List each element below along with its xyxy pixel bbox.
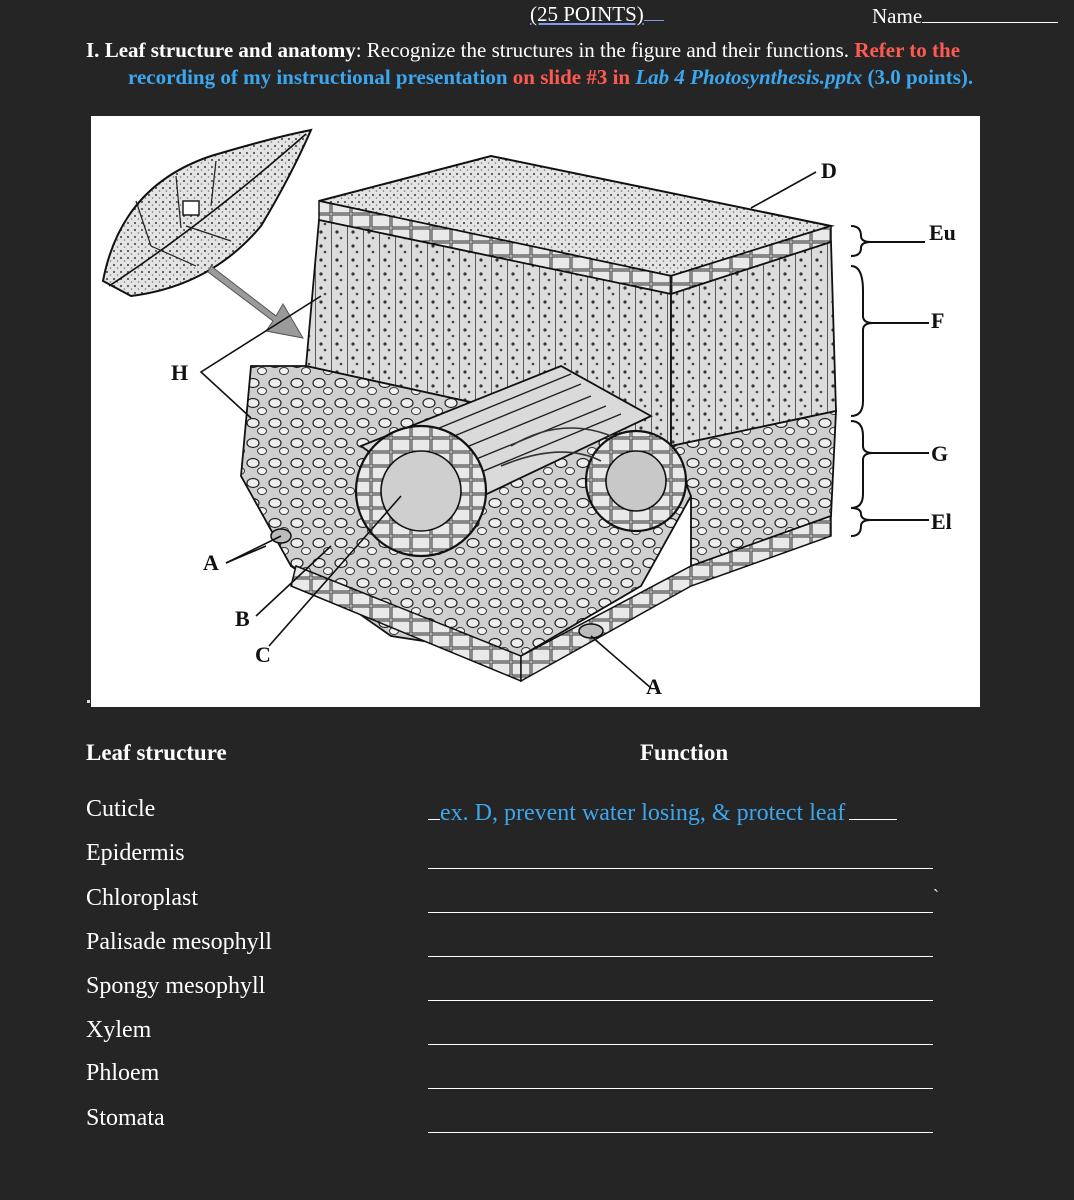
row-label-chloroplast: Chloroplast	[86, 885, 198, 911]
answer-line-epidermis[interactable]	[428, 868, 933, 869]
name-field[interactable]	[872, 2, 1058, 29]
recording-text: recording of my instructional presentation	[128, 65, 508, 89]
answer-line-phloem[interactable]	[428, 1088, 933, 1089]
label-G: G	[931, 441, 949, 466]
row-label-cuticle: Cuticle	[86, 796, 156, 822]
answer-line-xylem[interactable]	[428, 1044, 933, 1045]
label-El: El	[931, 509, 952, 534]
label-D: D	[821, 158, 837, 183]
section-number: I.	[86, 38, 100, 62]
stray-dot	[87, 700, 90, 703]
answer-line-palisade-mesophyll[interactable]	[428, 956, 933, 957]
slide-text: on slide #3 in	[507, 65, 636, 89]
refer-text: Refer to the	[854, 38, 961, 62]
answer-line-chloroplast[interactable]	[428, 912, 933, 913]
leaf-sketch	[103, 130, 311, 296]
answer-field-cuticle[interactable]	[428, 797, 897, 827]
label-H: H	[171, 360, 189, 385]
row-label-phloem: Phloem	[86, 1060, 160, 1086]
name-label: Name	[872, 4, 923, 28]
leaf-anatomy-figure	[91, 116, 980, 707]
answer-blank-trail	[849, 797, 897, 820]
label-A-bottom: A	[646, 674, 662, 699]
answer-blank-lead	[428, 797, 440, 820]
stray-tick-mark: `	[933, 886, 939, 906]
label-Eu: Eu	[929, 220, 956, 245]
label-B: B	[235, 606, 250, 631]
zoom-arrow-icon	[208, 266, 303, 338]
label-F: F	[931, 308, 945, 333]
row-label-xylem: Xylem	[86, 1017, 152, 1043]
section-heading-line2	[128, 65, 973, 90]
function-column-header: Function	[640, 740, 729, 765]
row-label-epidermis: Epidermis	[86, 840, 185, 866]
section-heading	[86, 38, 960, 63]
label-C: C	[255, 642, 271, 667]
row-label-stomata: Stomata	[86, 1105, 165, 1131]
pptx-filename: Lab 4 Photosynthesis.pptx	[635, 65, 863, 89]
layer-braces	[851, 226, 929, 536]
example-answer: ex. D, prevent water losing, & protect leaf	[440, 800, 846, 826]
structure-column-header: Leaf structure	[86, 740, 227, 765]
section-title: Leaf structure and anatomy	[104, 38, 356, 62]
answer-line-spongy-mesophyll[interactable]	[428, 1000, 933, 1001]
answer-line-stomata[interactable]	[428, 1132, 933, 1133]
points-label	[530, 2, 664, 27]
points-note: (3.0 points).	[862, 65, 974, 89]
row-label-spongy-mesophyll: Spongy mesophyll	[86, 973, 266, 999]
label-A-left: A	[203, 550, 219, 575]
points-text: (25 POINTS)	[530, 2, 644, 26]
name-blank-line[interactable]	[922, 2, 1058, 23]
section-instruction: : Recognize the structures in the figure and their functions.	[355, 38, 855, 62]
points-underline	[644, 2, 664, 21]
row-label-palisade-mesophyll: Palisade mesophyll	[86, 929, 272, 955]
